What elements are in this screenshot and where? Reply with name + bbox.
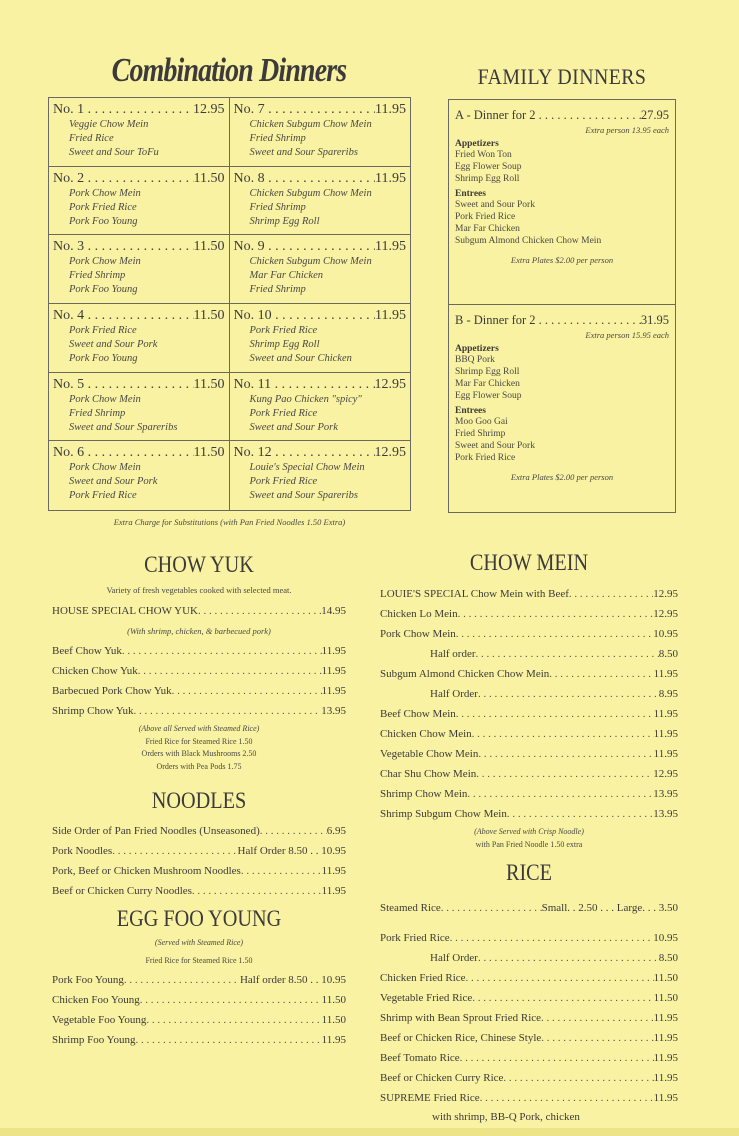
combo-header bbox=[53, 238, 225, 255]
combo-item: Chicken Subgum Chow Mein bbox=[249, 119, 372, 130]
menu-item-row bbox=[52, 701, 346, 721]
chow-yuk-title: CHOW YUK bbox=[144, 552, 254, 577]
combo-item: Sweet and Sour Chicken bbox=[249, 352, 352, 364]
item-price: 11.95 bbox=[653, 1092, 678, 1104]
item-price: 10.95 bbox=[653, 932, 678, 944]
item-name: Beef Chow Yuk bbox=[52, 645, 122, 657]
steamed-rice-row bbox=[380, 898, 678, 918]
family-dinner-b-entrees bbox=[455, 416, 669, 464]
menu-item-row bbox=[52, 641, 346, 661]
family-dinner-item: Egg Flower Soup bbox=[455, 162, 522, 172]
item-name: SUPREME Fried Rice bbox=[380, 1092, 480, 1104]
combo-item: Fried Shrimp bbox=[249, 201, 306, 213]
combo-cell bbox=[49, 373, 230, 442]
combo-item: Pork Fried Rice bbox=[69, 324, 137, 336]
menu-note: Orders with Pea Pods 1.75 bbox=[156, 761, 242, 771]
combo-number: No. 1 . . . bbox=[53, 101, 193, 118]
item-name: Chicken Fried Rice bbox=[380, 972, 466, 984]
family-dinner-item: Mar Far Chicken bbox=[455, 379, 520, 389]
combination-grid bbox=[48, 97, 411, 511]
family-dinner-a-header bbox=[455, 108, 669, 123]
leader-dots bbox=[140, 990, 322, 1010]
item-name: Shrimp with Bean Sprout Fried Rice bbox=[380, 1012, 542, 1024]
item-name: Vegetable Fried Rice bbox=[380, 992, 473, 1004]
item-price: 11.95 bbox=[321, 865, 346, 877]
menu-note: with Pan Fried Noodle 1.50 extra bbox=[475, 839, 583, 849]
family-dinner-item: Fried Won Ton bbox=[455, 150, 512, 160]
item-price: 8.95 bbox=[658, 688, 678, 700]
item-name: Shrimp Subgum Chow Mein bbox=[380, 808, 507, 820]
combo-header bbox=[234, 444, 407, 461]
item-price: 11.95 bbox=[321, 685, 346, 697]
item-name: Shrimp Chow Mein bbox=[380, 788, 468, 800]
item-price: 12.95 bbox=[653, 768, 678, 780]
menu-item-row bbox=[380, 704, 678, 724]
leader-dots bbox=[146, 1010, 321, 1030]
combo-item: Pork Fried Rice bbox=[69, 201, 137, 213]
leader-dots bbox=[192, 881, 322, 901]
family-dinner-a-entrees-label: Entrees bbox=[455, 189, 486, 199]
item-price: Half order 8.50 . . 10.95 bbox=[239, 974, 346, 986]
item-price: 10.95 bbox=[653, 628, 678, 640]
leader-dots bbox=[478, 684, 659, 704]
leader-dots bbox=[135, 1030, 321, 1050]
menu-note: (Above all Served with Steamed Rice) bbox=[138, 724, 260, 733]
family-dinner-a bbox=[449, 100, 675, 305]
menu-item-row bbox=[380, 928, 678, 948]
combo-header bbox=[234, 101, 407, 118]
family-dinner-b-appetizers-label: Appetizers bbox=[455, 344, 499, 354]
menu-item-row bbox=[52, 861, 346, 881]
menu-item-row bbox=[380, 664, 678, 684]
item-price: 11.95 bbox=[653, 668, 678, 680]
menu-item-row bbox=[380, 948, 678, 968]
combo-price: 11.50 bbox=[193, 239, 225, 255]
item-name: LOUIE'S SPECIAL Chow Mein with Beef bbox=[380, 588, 569, 600]
combo-price: 11.95 bbox=[375, 307, 406, 323]
menu-item-row bbox=[380, 988, 678, 1008]
combo-item: Fried Shrimp bbox=[69, 270, 126, 282]
combo-number: No. 8 . . . bbox=[234, 170, 376, 187]
item-price: 11.95 bbox=[321, 665, 346, 677]
item-name: Chicken Chow Mein bbox=[380, 728, 472, 740]
family-dinner-item: Shrimp Egg Roll bbox=[455, 367, 520, 377]
chow-yuk-items bbox=[52, 641, 346, 721]
menu-item-row bbox=[380, 1048, 678, 1068]
item-price: 11.50 bbox=[653, 972, 678, 984]
combo-cell bbox=[230, 304, 411, 373]
leader-dots bbox=[478, 744, 653, 764]
item-price: Half Order 8.50 . . 10.95 bbox=[237, 845, 346, 857]
family-dinner-b-name: B - Dinner for 2 . . . bbox=[455, 313, 641, 328]
menu-item-row bbox=[380, 744, 678, 764]
combo-number: No. 4 . . . bbox=[53, 307, 194, 324]
item-name: Pork Chow Mein bbox=[380, 628, 456, 640]
combo-price: 11.50 bbox=[193, 376, 225, 392]
chow-mein-title: CHOW MEIN bbox=[469, 550, 589, 575]
leader-dots bbox=[458, 604, 654, 624]
item-price: 8.50 bbox=[658, 952, 678, 964]
combo-item: Pork Fried Rice bbox=[249, 324, 318, 336]
family-dinner-b-extra: Extra person 15.95 each bbox=[585, 330, 669, 340]
item-name: Beef or Chicken Curry Noodles bbox=[52, 885, 192, 897]
menu-item-row bbox=[52, 821, 346, 841]
leader-dots bbox=[476, 764, 653, 784]
combo-cell bbox=[230, 98, 411, 167]
combo-number: No. 3 . . . bbox=[53, 238, 194, 255]
item-price: 11.50 bbox=[321, 994, 346, 1006]
menu-item-row bbox=[380, 764, 678, 784]
menu-item-row bbox=[52, 1010, 346, 1030]
combo-header bbox=[53, 307, 225, 324]
substitution-note: Extra Charge for Substitutions (with Pan Fried Noodles 1.50 Extra) bbox=[113, 517, 346, 527]
family-dinner-a-price: 27.95 bbox=[640, 108, 669, 122]
leader-dots bbox=[112, 841, 237, 861]
combo-item: Shrimp Egg Roll bbox=[249, 338, 320, 350]
combo-cell bbox=[230, 373, 411, 442]
leader-dots bbox=[476, 644, 659, 664]
menu-item-row bbox=[380, 584, 678, 604]
family-dinner-item: Moo Goo Gai bbox=[455, 417, 508, 427]
item-name: HOUSE SPECIAL CHOW YUK bbox=[52, 605, 198, 617]
family-dinner-b-header bbox=[455, 313, 669, 328]
leader-dots bbox=[507, 804, 653, 824]
item-price: 6.95 bbox=[326, 825, 346, 837]
combo-item: Pork Chow Mein bbox=[69, 393, 141, 405]
leader-dots bbox=[124, 970, 240, 990]
combo-item: Fried Shrimp bbox=[69, 407, 126, 419]
combo-price: 12.95 bbox=[374, 445, 406, 461]
leader-dots bbox=[467, 784, 653, 804]
menu-item-row bbox=[380, 968, 678, 988]
leader-dots bbox=[466, 968, 654, 988]
item-price: 13.95 bbox=[653, 808, 678, 820]
combo-item: Fried Shrimp bbox=[249, 284, 306, 296]
item-name: Half order bbox=[430, 648, 476, 660]
combo-price: 11.50 bbox=[193, 307, 225, 323]
combo-cell bbox=[230, 235, 411, 304]
leader-dots bbox=[441, 898, 542, 918]
item-price: 11.50 bbox=[653, 992, 678, 1004]
family-dinner-item: Mar Far Chicken bbox=[455, 224, 520, 234]
menu-item-row bbox=[52, 881, 346, 901]
menu-note: (Above Served with Crisp Noodle) bbox=[474, 827, 584, 836]
combo-cell bbox=[49, 235, 230, 304]
family-dinner-a-appetizers bbox=[455, 149, 669, 185]
egg-foo-young-note: (Served with Steamed Rice) bbox=[154, 938, 244, 947]
family-dinners-box bbox=[448, 99, 676, 513]
chow-yuk-notes bbox=[52, 723, 346, 773]
combo-item: Kung Pao Chicken "spicy" bbox=[249, 393, 362, 405]
leader-dots bbox=[172, 681, 322, 701]
combo-item: Shrimp Egg Roll bbox=[249, 215, 320, 227]
leader-dots bbox=[138, 661, 322, 681]
item-name: Vegetable Chow Mein bbox=[380, 748, 479, 760]
family-dinner-b-appetizers bbox=[455, 354, 669, 402]
combo-cell bbox=[49, 441, 230, 510]
menu-item-row bbox=[380, 804, 678, 824]
family-dinner-item: BBQ Pork bbox=[455, 355, 495, 365]
item-name: Pork Foo Young bbox=[52, 974, 124, 986]
item-name: Pork, Beef or Chicken Mushroom Noodles bbox=[52, 865, 241, 877]
combo-item: Pork Foo Young bbox=[69, 352, 138, 364]
family-dinner-a-appetizers-label: Appetizers bbox=[455, 139, 499, 149]
menu-item-row bbox=[52, 970, 346, 990]
leader-dots bbox=[541, 1008, 654, 1028]
item-price: 14.95 bbox=[321, 605, 346, 617]
item-name: Pork Fried Rice bbox=[380, 932, 450, 944]
combo-item: Sweet and Sour Spareribs bbox=[249, 490, 358, 502]
item-name: Barbecued Pork Chow Yuk bbox=[52, 685, 172, 697]
combo-item: Chicken Subgum Chow Mein bbox=[249, 187, 372, 199]
leader-dots bbox=[450, 928, 654, 948]
family-dinner-a-name: A - Dinner for 2 . . . bbox=[455, 108, 641, 123]
menu-item-row bbox=[380, 604, 678, 624]
family-dinner-a-extra: Extra person 13.95 each bbox=[585, 125, 669, 135]
combo-item: Sweet and Sour Spareribs bbox=[249, 147, 358, 158]
leader-dots bbox=[472, 988, 653, 1008]
item-price: 11.50 bbox=[321, 1014, 346, 1026]
item-name: Half Order bbox=[430, 688, 478, 700]
leader-dots bbox=[460, 1048, 654, 1068]
combo-header bbox=[234, 238, 407, 255]
menu-item-row bbox=[380, 644, 678, 664]
item-name: Steamed Rice bbox=[380, 902, 441, 914]
combo-number: No. 5 . . . bbox=[53, 376, 194, 393]
chow-yuk-tagline: Variety of fresh vegetables cooked with selected meat. bbox=[106, 585, 292, 595]
family-dinner-a-plates: Extra Plates $2.00 per person bbox=[510, 255, 614, 265]
combo-header bbox=[53, 170, 225, 187]
leader-dots bbox=[122, 641, 322, 661]
leader-dots bbox=[456, 704, 654, 724]
family-dinner-item: Shrimp Egg Roll bbox=[455, 174, 520, 184]
leader-dots bbox=[472, 724, 654, 744]
combo-header bbox=[53, 444, 225, 461]
leader-dots bbox=[549, 664, 653, 684]
family-dinner-a-entrees bbox=[455, 199, 669, 247]
family-dinners-title: FAMILY DINNERS bbox=[477, 64, 647, 89]
family-dinner-b-price: 31.95 bbox=[640, 313, 669, 327]
egg-foo-young-title: EGG FOO YOUNG bbox=[116, 906, 282, 931]
combo-item: Veggie Chow Mein bbox=[69, 119, 149, 130]
item-price: 11.95 bbox=[653, 1012, 678, 1024]
rice-title: RICE bbox=[505, 860, 553, 885]
item-price: 11.95 bbox=[653, 728, 678, 740]
item-price: 13.95 bbox=[321, 705, 346, 717]
menu-item-row bbox=[380, 684, 678, 704]
item-name: Subgum Almond Chicken Chow Mein bbox=[380, 668, 550, 680]
menu-item-row bbox=[52, 1030, 346, 1050]
combo-item: Pork Chow Mein bbox=[69, 462, 141, 474]
leader-dots bbox=[260, 821, 327, 841]
menu-item-row bbox=[52, 841, 346, 861]
chow-mein-list bbox=[380, 584, 678, 851]
item-name: Chicken Lo Mein bbox=[380, 608, 458, 620]
menu-item-row bbox=[52, 661, 346, 681]
item-name: Char Shu Chow Mein bbox=[380, 768, 477, 780]
item-name: Beef Chow Mein bbox=[380, 708, 456, 720]
menu-item-row bbox=[380, 784, 678, 804]
item-price: Small. . 2.50 . . . Large. . . 3.50 bbox=[541, 902, 678, 914]
combo-number: No. 7 . . . bbox=[234, 101, 376, 118]
item-price: 13.95 bbox=[653, 788, 678, 800]
item-name: Vegetable Foo Young bbox=[52, 1014, 147, 1026]
leader-dots bbox=[569, 584, 653, 604]
combo-price: 11.50 bbox=[193, 170, 225, 186]
family-dinner-item: Sweet and Sour Pork bbox=[455, 441, 535, 451]
family-dinner-b-plates: Extra Plates $2.00 per person bbox=[510, 472, 614, 482]
item-name: Shrimp Chow Yuk bbox=[52, 705, 134, 717]
item-name: Beef or Chicken Curry Rice bbox=[380, 1072, 504, 1084]
combo-cell bbox=[230, 167, 411, 236]
menu-item-row bbox=[52, 681, 346, 701]
family-dinner-item: Egg Flower Soup bbox=[455, 391, 522, 401]
combo-item: Pork Chow Mein bbox=[69, 187, 141, 199]
item-price: 12.95 bbox=[653, 608, 678, 620]
combo-item: Sweet and Sour Pork bbox=[249, 421, 338, 433]
egg-foo-young-rice-note: Fried Rice for Steamed Rice 1.50 bbox=[145, 956, 253, 965]
menu-item-row bbox=[380, 624, 678, 644]
menu-note: Orders with Black Mushrooms 2.50 bbox=[141, 749, 257, 758]
menu-item-row bbox=[380, 1028, 678, 1048]
menu-note: Fried Rice for Steamed Rice 1.50 bbox=[145, 736, 253, 746]
item-price: 11.95 bbox=[321, 645, 346, 657]
egg-foo-young-items bbox=[52, 970, 346, 1050]
item-name: Chicken Chow Yuk bbox=[52, 665, 138, 677]
combo-cell bbox=[49, 167, 230, 236]
chow-mein-notes bbox=[380, 826, 678, 851]
combo-price: 11.95 bbox=[375, 102, 406, 117]
item-price: 11.95 bbox=[653, 1052, 678, 1064]
combo-header bbox=[234, 376, 407, 393]
leader-dots bbox=[480, 1088, 654, 1108]
combo-number: No. 11 . . . bbox=[234, 376, 375, 393]
menu-item-row bbox=[380, 724, 678, 744]
combination-dinners-title: Combination Dinners bbox=[111, 52, 347, 89]
rice-list bbox=[380, 898, 678, 1126]
item-price: 11.95 bbox=[653, 1072, 678, 1084]
combo-item: Fried Shrimp bbox=[249, 133, 306, 144]
noodles-list bbox=[52, 821, 346, 901]
combo-header bbox=[53, 101, 225, 118]
combo-item: Sweet and Sour Spareribs bbox=[69, 421, 178, 433]
item-price: 11.95 bbox=[321, 1034, 346, 1046]
combo-item: Pork Chow Mein bbox=[69, 256, 141, 268]
leader-dots bbox=[198, 601, 321, 621]
family-dinner-item: Fried Shrimp bbox=[455, 429, 506, 439]
leader-dots bbox=[241, 861, 322, 881]
combo-item: Louie's Special Chow Mein bbox=[249, 462, 365, 474]
item-name: Beef Tomato Rice bbox=[380, 1052, 460, 1064]
item-price: 11.95 bbox=[653, 1032, 678, 1044]
combo-number: No. 9 . . . bbox=[234, 238, 376, 255]
item-name: Chicken Foo Young bbox=[52, 994, 140, 1006]
combo-number: No. 10 . . . bbox=[234, 307, 376, 324]
family-dinner-item: Sweet and Sour Pork bbox=[455, 200, 535, 210]
combo-item: Sweet and Sour Pork bbox=[69, 338, 158, 350]
menu-item-row bbox=[380, 1008, 678, 1028]
combo-price: 11.50 bbox=[193, 445, 225, 461]
leader-dots bbox=[503, 1068, 653, 1088]
chow-yuk-special-note: (With shrimp, chicken, & barbecued pork) bbox=[127, 626, 271, 636]
combo-price: 11.95 bbox=[375, 239, 406, 255]
combo-header bbox=[53, 376, 225, 393]
item-name: Pork Noodles bbox=[52, 845, 113, 857]
combo-cell bbox=[49, 304, 230, 373]
item-name: Half Order bbox=[430, 952, 478, 964]
item-price: 11.95 bbox=[653, 708, 678, 720]
combo-header bbox=[234, 307, 407, 324]
family-dinner-item: Subgum Almond Chicken Chow Mein bbox=[455, 236, 602, 246]
rice-items bbox=[380, 928, 678, 1108]
leader-dots bbox=[541, 1028, 653, 1048]
combo-price: 12.95 bbox=[374, 376, 406, 392]
family-dinner-item: Pork Fried Rice bbox=[455, 212, 516, 222]
leader-dots bbox=[134, 701, 322, 721]
combo-price: 12.95 bbox=[193, 102, 225, 117]
item-price: 8.50 bbox=[658, 648, 678, 660]
menu-item-row bbox=[380, 1068, 678, 1088]
chow-yuk-special-row bbox=[52, 601, 346, 621]
combo-number: No. 12 . . . bbox=[234, 444, 375, 461]
combo-number: No. 2 . . . bbox=[53, 170, 194, 187]
item-price: 12.95 bbox=[653, 588, 678, 600]
chow-yuk-list bbox=[52, 601, 346, 773]
combo-item: Pork Fried Rice bbox=[69, 490, 137, 502]
combo-item: Mar Far Chicken bbox=[249, 270, 323, 282]
combo-item: Fried Rice bbox=[69, 133, 114, 144]
combo-header bbox=[234, 170, 407, 187]
combo-item: Sweet and Sour Pork bbox=[69, 476, 158, 488]
item-price: 11.95 bbox=[321, 885, 346, 897]
item-name: Side Order of Pan Fried Noodles (Unseasoned) bbox=[52, 825, 260, 837]
combo-item: Pork Fried Rice bbox=[249, 407, 318, 419]
item-name: Shrimp Foo Young bbox=[52, 1034, 136, 1046]
noodles-title: NOODLES bbox=[151, 788, 247, 813]
chow-mein-items bbox=[380, 584, 678, 824]
combo-item: Pork Foo Young bbox=[69, 215, 138, 227]
menu-item-row bbox=[52, 990, 346, 1010]
item-price: 11.95 bbox=[653, 748, 678, 760]
page-bottom-edge bbox=[0, 1128, 739, 1136]
leader-dots bbox=[456, 624, 653, 644]
family-dinner-b bbox=[449, 305, 675, 513]
combo-cell bbox=[230, 441, 411, 510]
egg-foo-young-list bbox=[52, 934, 346, 1050]
leader-dots bbox=[478, 948, 659, 968]
supreme-fried-rice-contents: with shrimp, BB-Q Pork, chicken bbox=[432, 1111, 580, 1123]
menu-item-row bbox=[380, 1088, 678, 1108]
combo-item: Pork Fried Rice bbox=[249, 476, 318, 488]
combo-item: Pork Foo Young bbox=[69, 284, 138, 296]
combo-number: No. 6 . . . bbox=[53, 444, 194, 461]
combo-price: 11.95 bbox=[375, 170, 406, 186]
family-dinner-item: Pork Fried Rice bbox=[455, 453, 516, 463]
combo-cell bbox=[49, 98, 230, 167]
family-dinner-b-entrees-label: Entrees bbox=[455, 406, 486, 416]
item-name: Beef or Chicken Rice, Chinese Style bbox=[380, 1032, 542, 1044]
combo-item: Sweet and Sour ToFu bbox=[69, 147, 159, 158]
combo-item: Chicken Subgum Chow Mein bbox=[249, 256, 372, 268]
